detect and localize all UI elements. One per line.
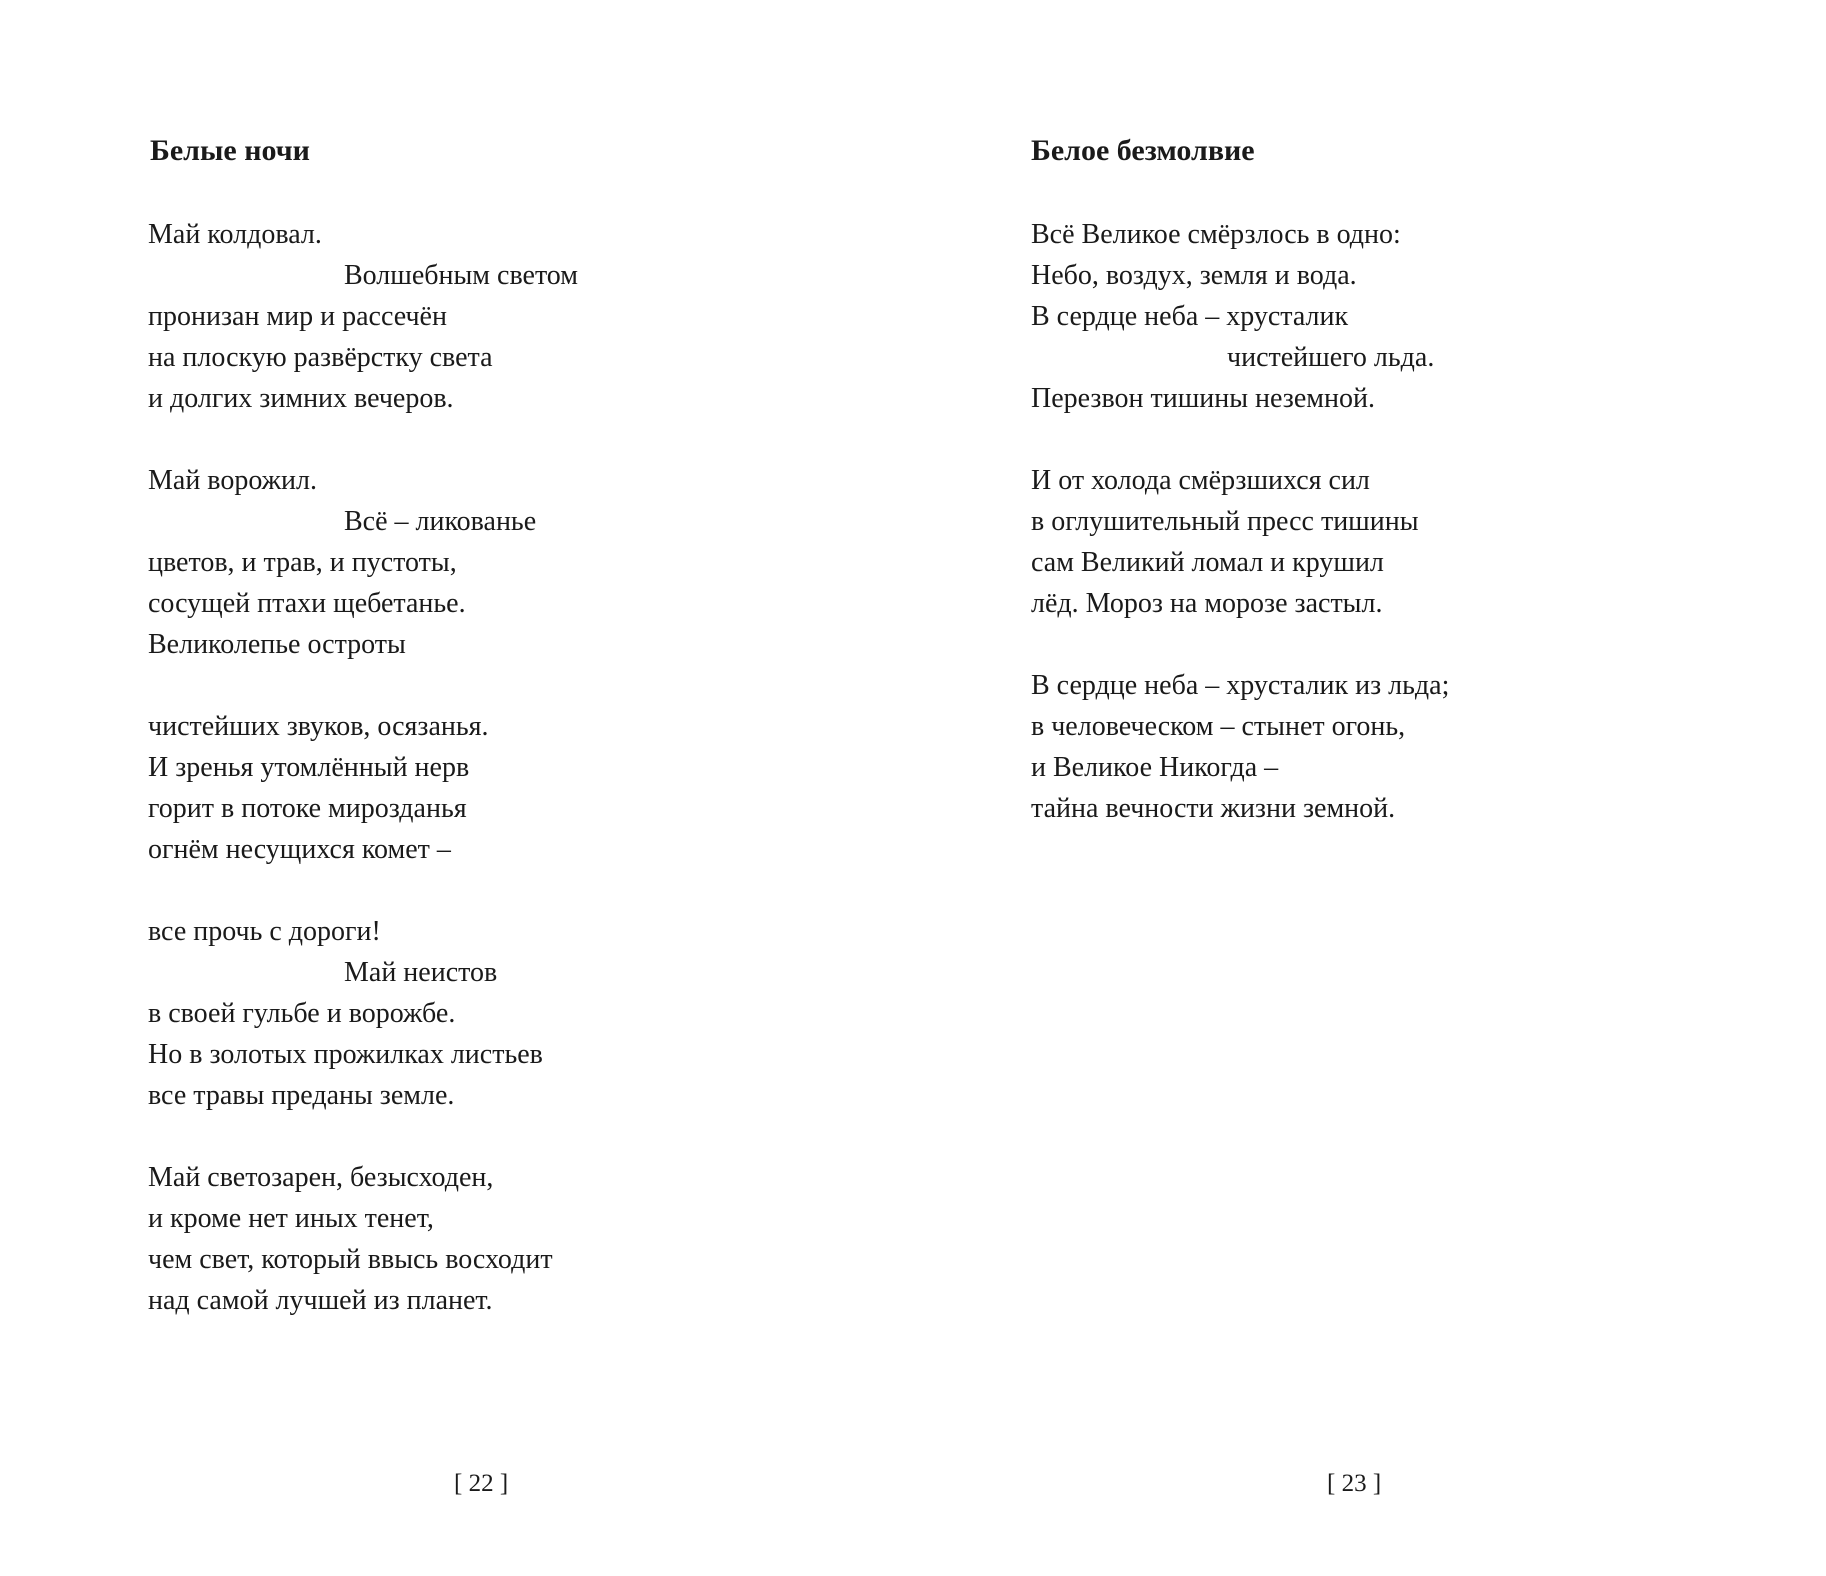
poem-body — [1031, 214, 1449, 829]
stanza — [148, 706, 578, 870]
page-number: [ 22 ] — [454, 1470, 509, 1497]
stanza — [1031, 214, 1449, 419]
poem-line: И зренья утомлённый нерв — [148, 752, 470, 783]
poem-line: сам Великий ломал и крушил — [1031, 547, 1384, 578]
poem-line: в своей гульбе и ворожбе. — [148, 998, 456, 1029]
stanza — [148, 214, 578, 419]
poem-line: Всё – ликованье — [344, 506, 537, 537]
poem-line: над самой лучшей из планет. — [148, 1285, 493, 1316]
poem-body — [148, 214, 578, 1321]
stanza — [1031, 460, 1449, 624]
poem-line: и долгих зимних вечеров. — [148, 383, 454, 414]
poem-line: чем свет, который ввысь восходит — [148, 1244, 553, 1275]
stanza — [148, 1157, 578, 1321]
poem-line: в человеческом – стынет огонь, — [1031, 711, 1406, 742]
poem-line: пронизан мир и рассечён — [148, 301, 447, 332]
poem-line: Май светозарен, безысходен, — [148, 1162, 494, 1193]
poem-line: Май неистов — [344, 957, 498, 988]
poem-line: лёд. Мороз на морозе застыл. — [1031, 588, 1383, 619]
poem-title: Белое безмолвие — [1031, 134, 1255, 167]
poem-line: чистейшего льда. — [1227, 342, 1435, 373]
poem-line: цветов, и трав, и пустоты, — [148, 547, 457, 578]
poem-line: и кроме нет иных тенет, — [148, 1203, 434, 1234]
page-number: [ 23 ] — [1327, 1470, 1382, 1497]
poem-line: Но в золотых прожилках листьев — [148, 1039, 543, 1070]
poem-line: Май колдовал. — [148, 219, 322, 250]
poem-line: Май ворожил. — [148, 465, 317, 496]
right-page — [913, 0, 1826, 1576]
poem-line: горит в потоке мирозданья — [148, 793, 467, 824]
poem-line: все травы преданы земле. — [148, 1080, 455, 1111]
stanza — [148, 911, 578, 1116]
poem-line: чистейших звуков, осязанья. — [148, 711, 489, 742]
poem-line: Волшебным светом — [344, 260, 578, 291]
poem-line: в оглушительный пресс тишины — [1031, 506, 1419, 537]
poem-line: Перезвон тишины неземной. — [1031, 383, 1375, 414]
poem-line: на плоскую развёрстку света — [148, 342, 493, 373]
poem-line: В сердце неба – хрусталик из льда; — [1031, 670, 1450, 701]
poem-line: и Великое Никогда – — [1031, 752, 1279, 783]
poem-line: тайна вечности жизни земной. — [1031, 793, 1396, 824]
poem-line: И от холода смёрзшихся сил — [1031, 465, 1370, 496]
stanza — [148, 460, 578, 665]
poem-line: Небо, воздух, земля и вода. — [1031, 260, 1357, 291]
poem-line: все прочь с дороги! — [148, 916, 381, 947]
poem-line: В сердце неба – хрусталик — [1031, 301, 1349, 332]
poem-line: сосущей птахи щебетанье. — [148, 588, 466, 619]
poem-line: огнём несущихся комет – — [148, 834, 451, 865]
poem-line: Всё Великое смёрзлось в одно: — [1031, 219, 1401, 250]
stanza — [1031, 665, 1449, 829]
poem-line: Великолепье остроты — [148, 629, 406, 660]
poem-title: Белые ночи — [150, 134, 310, 167]
